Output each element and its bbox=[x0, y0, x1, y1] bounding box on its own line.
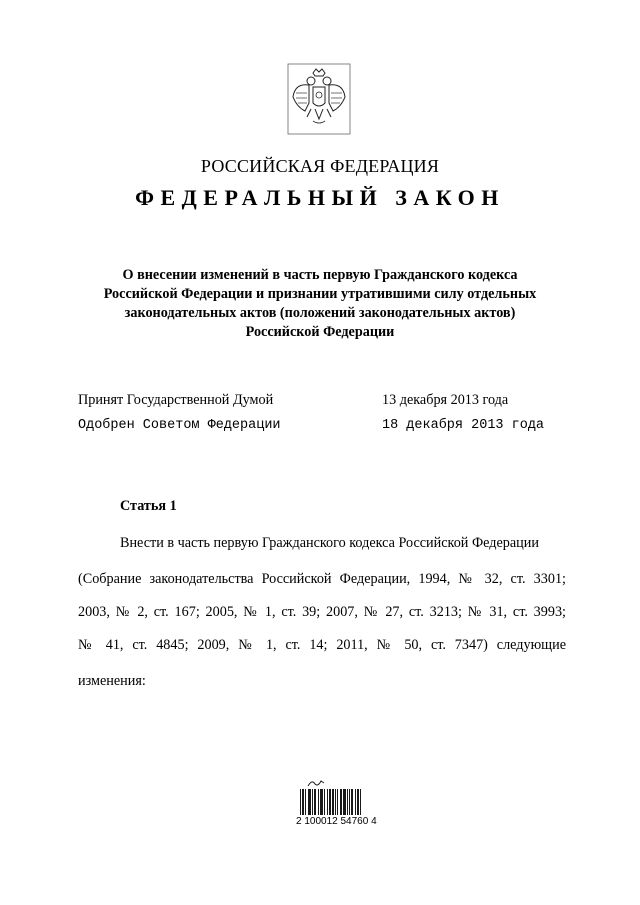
law-title-line: Российской Федерации bbox=[245, 324, 395, 340]
law-title-line: Российской Федерации и признании утратившими силу отдельных bbox=[103, 286, 537, 302]
article-text-line: изменения: bbox=[78, 673, 146, 689]
signature-mark-icon bbox=[307, 778, 325, 788]
country-name: РОССИЙСКАЯ ФЕДЕРАЦИЯ bbox=[200, 156, 440, 176]
adopted-by-duma-label: Принят Государственной Думой bbox=[78, 392, 274, 408]
approved-by-council-label: Одобрен Советом Федерации bbox=[78, 418, 281, 433]
barcode-icon bbox=[300, 789, 362, 817]
approved-date: 18 декабря 2013 года bbox=[382, 418, 545, 433]
barcode-number: 2 100012 54760 4 bbox=[296, 816, 377, 827]
law-title-line: законодательных актов (положений законодательных актов) bbox=[124, 305, 516, 321]
article-text-line: 2003, № 2, ст. 167; 2005, № 1, ст. 39; 2007, № 27, ст. 3213; № 31, ст. 3993; bbox=[78, 604, 566, 620]
article-text-line: № 41, ст. 4845; 2009, № 1, ст. 14; 2011, № 50, ст. 7347) следующие bbox=[78, 637, 566, 653]
russian-coat-of-arms-icon bbox=[287, 63, 351, 135]
article-heading: Статья 1 bbox=[120, 498, 177, 514]
article-text-line: (Собрание законодательства Российской Федерации, 1994, № 32, ст. 3301; bbox=[78, 571, 566, 587]
law-type-heading: ФЕДЕРАЛЬНЫЙ ЗАКОН bbox=[135, 185, 505, 210]
law-title-line: О внесении изменений в часть первую Гражданского кодекса bbox=[122, 267, 518, 283]
adopted-date: 13 декабря 2013 года bbox=[382, 392, 509, 408]
law-title bbox=[60, 266, 580, 342]
article-text-line: Внести в часть первую Гражданского кодекса Российской Федерации bbox=[120, 535, 539, 551]
